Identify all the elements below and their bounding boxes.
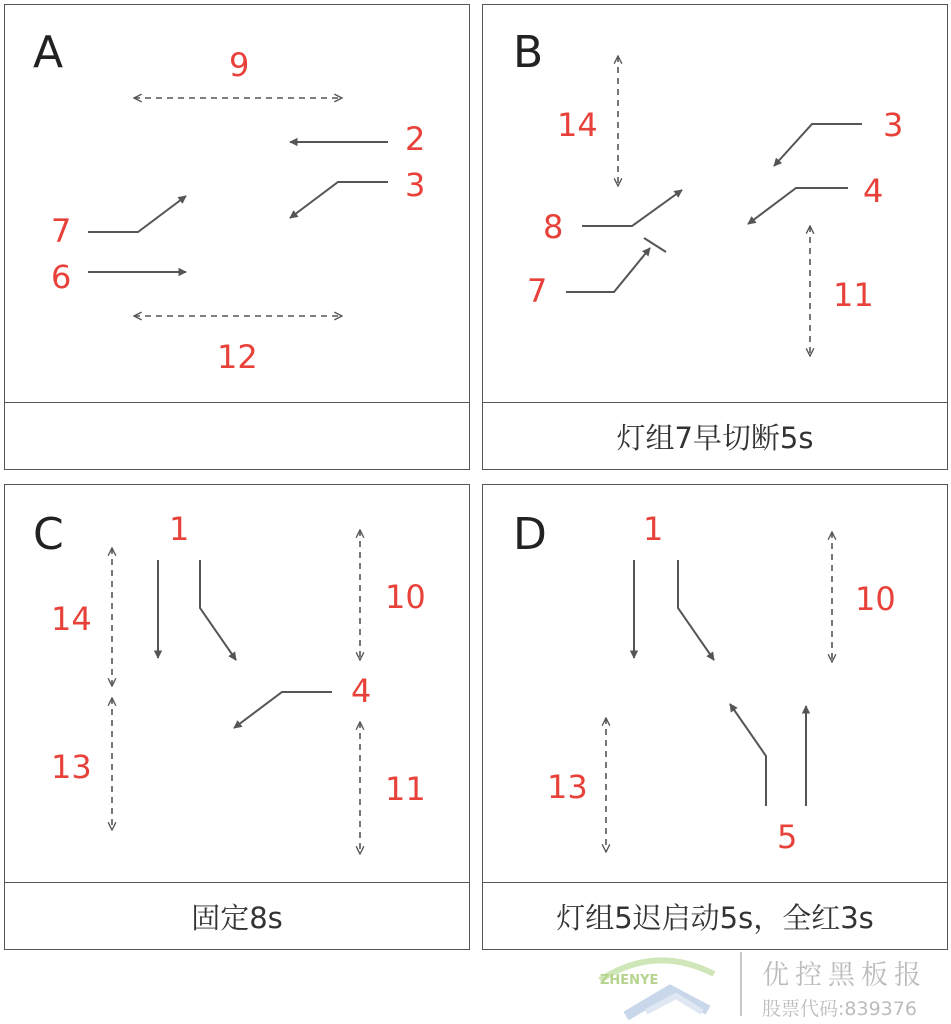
right-turn-arrow-5: [730, 704, 766, 806]
watermark-stock-code: 股票代码:839376: [762, 998, 917, 1020]
left-turn-arrow-3: [774, 124, 862, 166]
left-turn-arrow-3: [290, 182, 388, 218]
panel-label: D: [513, 509, 547, 560]
phase-number: 6: [51, 258, 72, 296]
phase-number: 3: [883, 106, 904, 144]
phase-number: 7: [51, 212, 72, 250]
phase-number: 14: [51, 600, 92, 638]
right-turn-arrow-1: [678, 560, 714, 660]
phase-number: 10: [385, 578, 426, 616]
left-turn-arrow-4: [748, 188, 848, 224]
left-turn-arrow-8: [582, 190, 682, 226]
phase-number: 10: [855, 580, 896, 618]
phase-number: 8: [543, 208, 564, 246]
right-turn-arrow-1: [200, 560, 236, 660]
phase-number: 12: [217, 338, 258, 376]
panel-caption: 固定8s: [5, 882, 469, 949]
zhenye-logo-icon: [596, 950, 722, 1020]
phase-number: 4: [863, 172, 884, 210]
phase-number: 7: [527, 272, 548, 310]
panel-label: C: [33, 509, 64, 560]
phase-number: 13: [51, 748, 92, 786]
phase-number: 4: [351, 672, 372, 710]
watermark-divider: [740, 952, 742, 1016]
watermark-brand: 优控黑板报: [762, 960, 927, 991]
left-turn-arrow-7: [566, 248, 650, 292]
phase-number: 9: [229, 46, 250, 84]
phase-number: 11: [385, 770, 426, 808]
phase-number: 3: [405, 166, 426, 204]
phase-number: 1: [643, 510, 664, 548]
left-turn-arrow-7: [88, 196, 186, 232]
panel-caption: 灯组7早切断5s: [483, 402, 947, 469]
phase-number: 14: [557, 106, 598, 144]
panel-label: A: [33, 27, 64, 78]
phase-number: 11: [833, 276, 874, 314]
logo-text: ZHENYE: [600, 973, 659, 988]
phase-number: 13: [547, 768, 588, 806]
panel-label: B: [513, 27, 544, 78]
panel-caption: 灯组5迟启动5s，全红3s: [483, 882, 947, 949]
phase-number: 2: [405, 120, 426, 158]
phase-number: 5: [777, 818, 798, 856]
phase-number: 1: [169, 510, 190, 548]
left-turn-arrow-4: [234, 692, 332, 728]
